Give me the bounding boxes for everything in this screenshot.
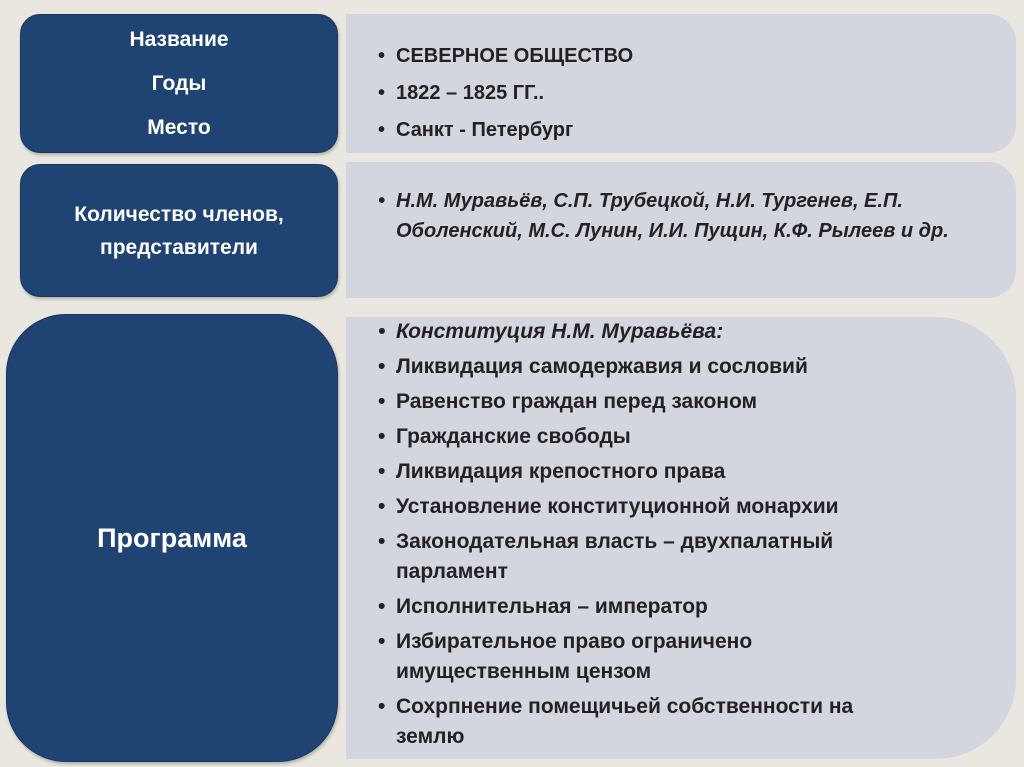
row2-content-box	[346, 162, 1016, 298]
row2-label-box	[20, 164, 338, 297]
label-program: Программа	[97, 522, 247, 553]
row1-bullet-list	[378, 38, 633, 149]
label-years: Годы	[151, 71, 207, 95]
row1-item-name: • СЕВЕРНОЕ ОБЩЕСТВО	[378, 38, 633, 75]
program-item: • Ликвидация самодержавия и сословий	[378, 352, 896, 382]
program-item: • Избирательное право ограничено имущественным цензом	[378, 627, 896, 687]
row3-label-box	[6, 314, 338, 762]
row1-item-place: • Санкт - Петербург	[378, 112, 633, 149]
row2-item-members: • Н.М. Муравьёв, С.П. Трубецкой, Н.И. Тургенев, Е.П. Оболенский, М.С. Лунин, И.И. Пущин, К.Ф. Рылеев и др.	[378, 186, 986, 246]
program-item: • Исполнительная – император	[378, 592, 896, 622]
program-item: • Сохрпнение помещичьей собственности на землю	[378, 692, 896, 752]
label-place: Место	[147, 115, 211, 139]
program-item: • Гражданские свободы	[378, 422, 896, 452]
row1-item-years: • 1822 – 1825 ГГ..	[378, 75, 633, 112]
row2-bullet-list	[378, 186, 986, 246]
program-item: • Установление конституционной монархии	[378, 492, 896, 522]
row1-label-box	[20, 14, 338, 153]
program-item: • Законодательная власть – двухпалатный парламент	[378, 527, 896, 587]
row3-bullet-list	[378, 317, 896, 757]
row1-content-box	[346, 14, 1016, 153]
program-item: • Равенство граждан перед законом	[378, 387, 896, 417]
label-members: Количество членов, представители	[74, 202, 284, 259]
label-name: Название	[129, 27, 229, 51]
row3-content-box	[346, 317, 1016, 759]
program-item: • Конституция Н.М. Муравьёва:	[378, 317, 896, 347]
program-item: • Ликвидация крепостного права	[378, 457, 896, 487]
